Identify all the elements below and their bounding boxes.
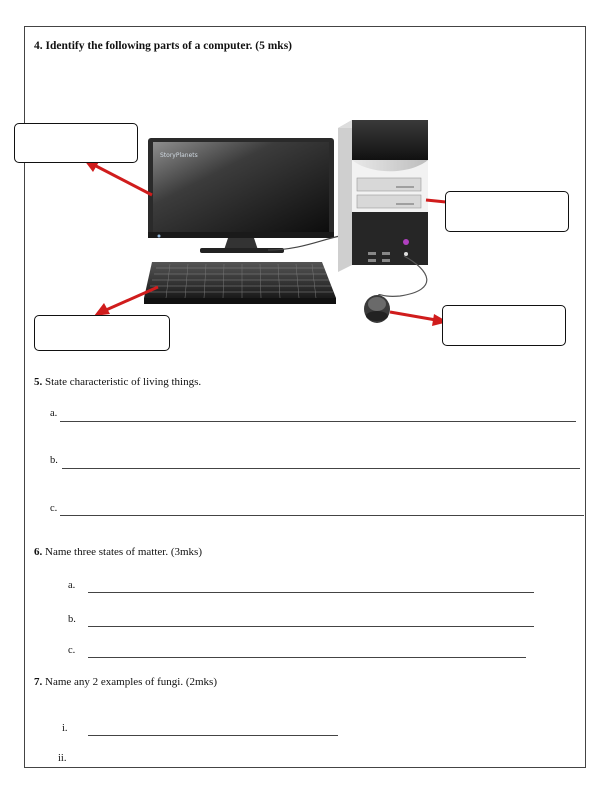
answer-box-mouse[interactable] bbox=[442, 305, 566, 346]
answer-box-monitor[interactable] bbox=[14, 123, 138, 163]
question-6-text: Name three states of matter. (3mks) bbox=[45, 546, 203, 558]
answer-box-keyboard[interactable] bbox=[34, 315, 170, 351]
question-7-number: 7. bbox=[34, 676, 43, 688]
q5-item-label: a. bbox=[50, 408, 58, 419]
q6-item-label: b. bbox=[68, 614, 76, 625]
answer-box-system-unit[interactable] bbox=[445, 191, 569, 232]
q7-item-label: i. bbox=[62, 723, 68, 734]
question-6-number: 6. bbox=[34, 546, 43, 558]
q5-answer-line-c[interactable] bbox=[60, 515, 584, 516]
q6-item-label: c. bbox=[68, 645, 76, 656]
question-6 bbox=[34, 546, 202, 558]
monitor-brand-text: StoryPlanets bbox=[160, 152, 198, 159]
question-7 bbox=[34, 676, 217, 688]
keyboard bbox=[144, 262, 336, 304]
q6-item-label: a. bbox=[68, 580, 76, 591]
mouse bbox=[364, 295, 390, 323]
q5-item-label: c. bbox=[50, 503, 58, 514]
q6-answer-line-b[interactable] bbox=[88, 626, 534, 627]
question-5 bbox=[34, 376, 201, 388]
q6-answer-line-a[interactable] bbox=[88, 592, 534, 593]
question-7-text: Name any 2 examples of fungi. (2mks) bbox=[45, 676, 217, 688]
q5-item-label: b. bbox=[50, 455, 58, 466]
question-5-text: State characteristic of living things. bbox=[45, 376, 202, 388]
q7-item-label: ii. bbox=[58, 753, 67, 764]
question-4-text: Identify the following parts of a computer. (5 mks) bbox=[45, 40, 292, 52]
question-5-number: 5. bbox=[34, 376, 43, 388]
q6-answer-line-c[interactable] bbox=[88, 657, 526, 658]
q5-answer-line-a[interactable] bbox=[60, 421, 576, 422]
system-unit bbox=[338, 120, 428, 272]
q7-answer-line-i[interactable] bbox=[88, 735, 338, 736]
question-4-number: 4. bbox=[34, 40, 43, 52]
q5-answer-line-b[interactable] bbox=[62, 468, 580, 469]
